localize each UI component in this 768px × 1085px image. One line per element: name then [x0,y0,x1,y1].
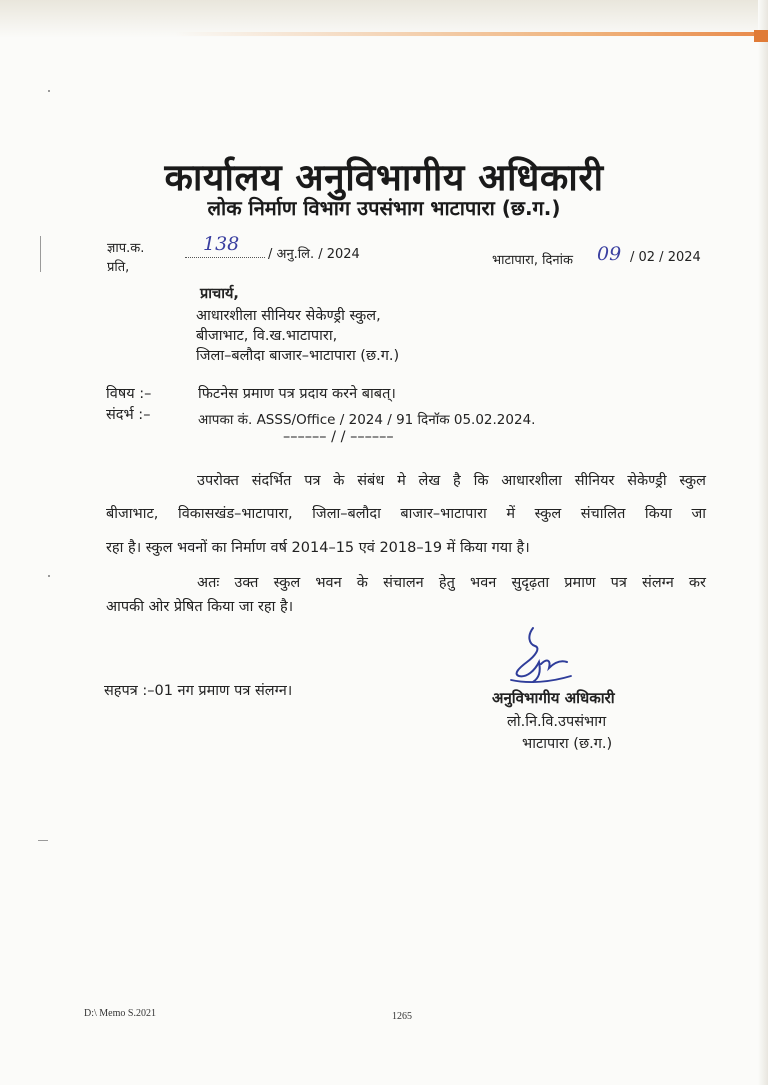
recipient-line-2: बीजाभाट, वि.ख.भाटापारा, [196,328,338,344]
recipient-line-1: आधारशीला सीनियर सेकेण्ड्री स्कुल, [196,308,381,324]
date-day-handwritten: 09 [597,243,622,265]
body-paragraph-1-line-1: उपरोक्त संदर्भित पत्र के संबंध मे लेख है कि आधारशीला सीनियर सेकेण्ड्री स्कुल [197,473,706,489]
margin-mark [48,90,50,92]
subject-label: विषय :– [106,386,152,402]
signatory-line-2: भाटापारा (छ.ग.) [522,736,613,752]
signature-mark [505,622,585,688]
reference-number-handwritten: 138 [203,233,240,255]
context-text: आपका कं. ASSS/Office / 2024 / 91 दिनॉक 05.02.2024. [198,412,536,428]
margin-mark [40,236,41,272]
body-paragraph-1-line-3: रहा है। स्कुल भवनों का निर्माण वर्ष 2014–15 एवं 2018–19 में किया गया है। [106,540,530,556]
paper-edge-strip [175,32,768,36]
recipient-title: प्राचार्य, [200,286,239,302]
footer-form-code: D:\ Memo S.2021 [84,1008,156,1019]
enclosure-note: सहपत्र :–01 नग प्रमाण पत्र संलग्न। [104,683,293,699]
margin-mark [38,840,48,841]
letterhead-title: कार्यालय अनुविभागीय अधिकारी [164,156,604,199]
margin-mark [48,575,50,577]
signatory-line-1: लो.नि.वि.उपसंभाग [507,714,607,730]
reference-suffix: / अनु.लि. / 2024 [268,247,360,262]
signatory-title: अनुविभागीय अधिकारी [492,689,615,707]
body-paragraph-1-line-2: बीजाभाट, विकासखंड–भाटापारा, जिला–बलौदा बाजार–भाटापारा में स्कुल संचालित किया जा [106,506,706,522]
body-paragraph-2-line-1: अतः उक्त स्कुल भवन के संचालन हेतु भवन सुदृढ़ता प्रमाण पत्र संलग्न कर [197,575,706,591]
to-label: प्रति, [107,260,130,275]
recipient-line-3: जिला–बलौदा बाजार–भाटापारा (छ.ग.) [196,348,400,364]
reference-label: ज्ञाप.क. [107,241,145,256]
context-label: संदर्भ :– [106,407,151,423]
place-date-prefix: भाटापारा, दिनांक [492,253,573,268]
subject-text: फिटनेस प्रमाण पत्र प्रदाय करने बाबत्। [198,386,396,402]
context-divider: –––––– / / –––––– [283,429,394,445]
signature-stroke [517,628,540,682]
paper-corner-mark [754,30,768,42]
body-paragraph-2-line-2: आपकी ओर प्रेषित किया जा रहा है। [106,599,294,615]
reference-number-dotted-line [185,257,265,258]
signature-flourish [541,661,567,668]
footer-page-code: 1265 [392,1011,412,1022]
date-suffix: / 02 / 2024 [630,250,701,265]
letterhead-subtitle: लोक निर्माण विभाग उपसंभाग भाटापारा (छ.ग.) [207,196,561,220]
